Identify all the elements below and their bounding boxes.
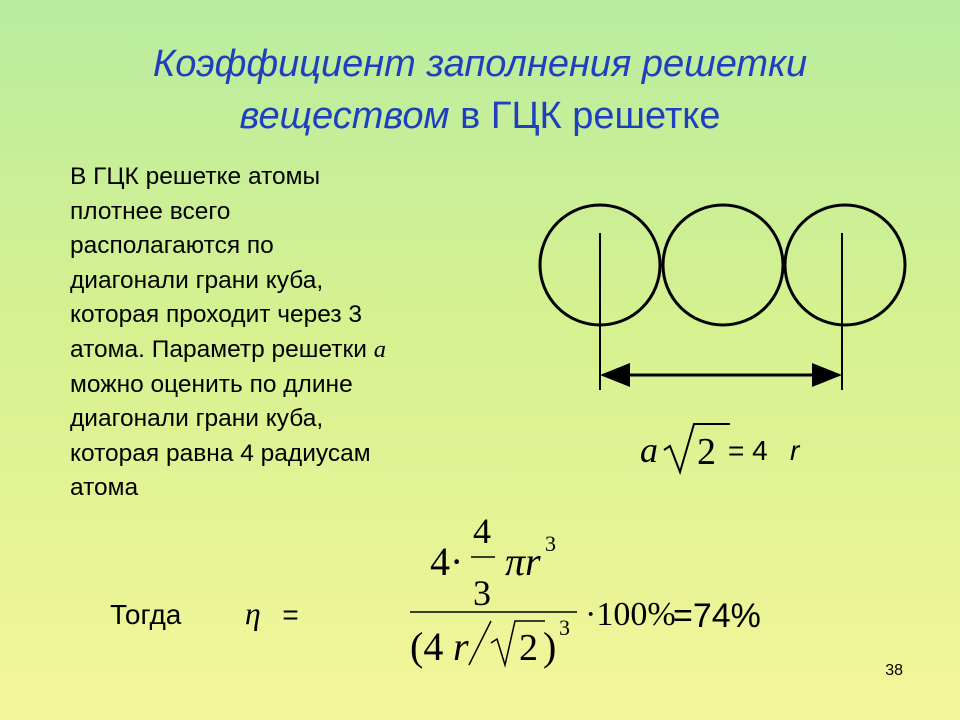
denominator-open: (4 [410, 624, 444, 669]
fill-factor-formula [395, 505, 795, 675]
division-slash [469, 621, 491, 665]
multiplier: ·100% [585, 596, 676, 633]
atom-circle-right [785, 205, 905, 325]
title-line-2-italic: веществом [239, 95, 450, 137]
title-line-1: Коэффициент заполнения решетки [152, 43, 808, 85]
title-line-2-rest: в ГЦК решетке [449, 95, 721, 137]
fraction-numerator: 4 [473, 511, 491, 551]
then-word: Тогда [110, 599, 182, 630]
atoms-diagram [530, 195, 920, 395]
body-line: можно оценить по длине [70, 370, 353, 398]
result-value: =74% [673, 597, 761, 635]
slide-title [60, 38, 900, 142]
body-line-with-param [70, 333, 530, 368]
formula-left-part [110, 595, 299, 632]
atom-circle-middle [663, 205, 783, 325]
param-symbol: a [373, 335, 386, 363]
page-number: 38 [885, 662, 903, 679]
body-line: атома [70, 474, 139, 502]
fraction-denominator: 3 [473, 573, 491, 613]
body-line: диагонали грани куба, [70, 266, 324, 294]
body-line: диагонали грани куба, [70, 405, 324, 433]
body-line: плотнее всего [70, 197, 231, 225]
body-line: которая равна 4 радиусам [70, 439, 371, 467]
equals-sign: = [282, 599, 299, 630]
body-line: атома. Параметр решетки [70, 335, 374, 363]
eq-rhs: = 4 [728, 435, 768, 466]
eta-symbol: η [244, 595, 261, 631]
numerator-exponent: 3 [545, 531, 556, 556]
body-line: располагаются по [70, 232, 274, 260]
body-paragraph [70, 160, 530, 506]
body-line: которая проходит через 3 [70, 301, 363, 329]
denominator-r: r [453, 624, 469, 669]
denominator-exponent: 3 [559, 615, 570, 640]
numerator-coeff: 4· [430, 539, 464, 584]
title-line-2 [60, 90, 900, 142]
denominator-radicand: 2 [519, 627, 538, 669]
diagonal-equation [640, 420, 815, 480]
eq-var-a: a [640, 430, 658, 470]
denominator-close: ) [543, 624, 557, 669]
body-line: В ГЦК решетке атомы [70, 163, 321, 190]
eq-rhs-var: r [790, 435, 800, 466]
eq-radicand: 2 [697, 431, 716, 473]
pi-r: πr [505, 539, 541, 584]
